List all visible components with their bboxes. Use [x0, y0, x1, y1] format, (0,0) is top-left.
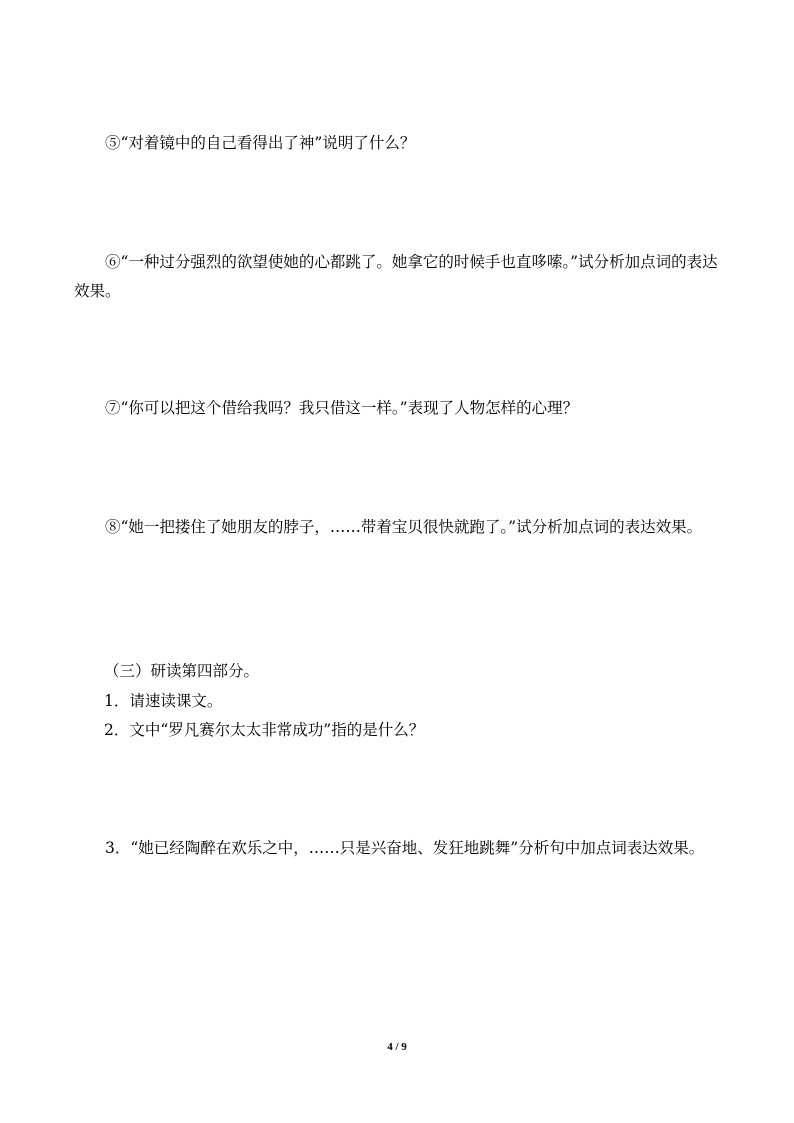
question-6-text: ⑥“一种过分强烈的欲望使她的心都跳了。她拿它的时候手也直哆嗦。”试分析加点词的表达效果。: [74, 253, 718, 300]
question-6: [74, 248, 720, 306]
question-5: [74, 129, 720, 158]
question-5-text: ⑤“对着镜中的自己看得出了神”说明了什么？: [105, 134, 416, 152]
question-7-text: ⑦“你可以把这个借给我吗？我只借这一样。”表现了人物怎样的心理？: [105, 399, 579, 417]
section-item-1: 1．请速读课文。: [104, 692, 223, 710]
question-8: [74, 513, 720, 542]
section-heading: （三）研读第四部分。: [104, 662, 260, 680]
section-item-2: 2．文中“罗凡赛尔太太非常成功”指的是什么？: [104, 721, 425, 739]
section-item-3: [74, 834, 720, 863]
question-8-text: ⑧“她一把搂住了她朋友的脖子，……带着宝贝很快就跑了。”试分析加点词的表达效果。: [105, 518, 703, 536]
page-number: 4 / 9: [387, 1041, 407, 1053]
section-item-3-text: 3．“她已经陶醉在欢乐之中，……只是兴奋地、发狂地跳舞”分析句中加点词表达效果。: [105, 839, 705, 857]
question-7: [74, 394, 720, 423]
